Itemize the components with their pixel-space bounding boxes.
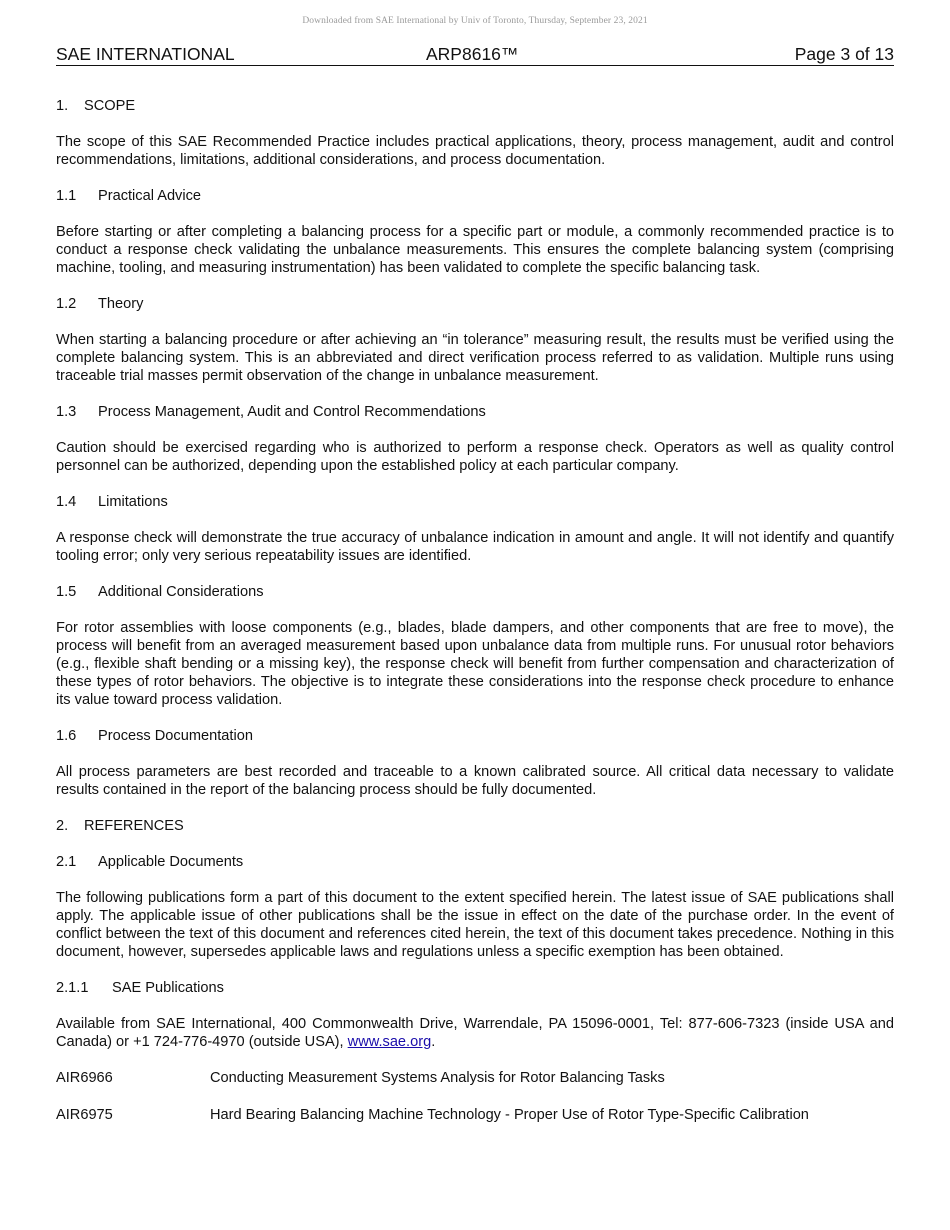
section-heading-process-documentation [56,727,894,745]
section-number: 1. [56,98,69,114]
reference-row [56,1069,894,1087]
practical-advice-paragraph: Before starting or after completing a balancing process for a specific part or module, a commonly recommended practice is to conduct a response check validating the unbalance measurements. This ensures the complete balancing system (comprising machine, tooling, and measuring instrumentation) has been validated to complete the specific balancing task. [56,224,894,276]
section-heading-additional-considerations [56,583,894,601]
reference-title: Conducting Measurement Systems Analysis for Rotor Balancing Tasks [210,1070,665,1086]
sae-publications-end: . [431,1034,436,1050]
theory-paragraph: When starting a balancing procedure or after achieving an “in tolerance” measuring result, the results must be verified using the complete balancing system. This is an abbreviated and direct verification process referred to as validation. Multiple runs using traceable trial masses permit observation of the change in unbalance measurement. [56,332,894,384]
section-title: Process Documentation [98,728,253,744]
sae-website-link[interactable]: www.sae.org [347,1034,432,1050]
section-heading-applicable-documents [56,853,894,871]
section-title: Theory [98,296,144,312]
section-title: Practical Advice [98,188,202,204]
header-page-number: Page 3 of 13 [794,44,894,64]
section-heading-theory [56,295,894,313]
sae-publications-text: Available from SAE International, 400 Commonwealth Drive, Warrendale, PA 15096-0001, Tel: 877-606-7323 (inside USA and Canada) or +1 724-776-4970 (outside USA), [56,1016,894,1050]
section-title: SAE Publications [112,980,224,996]
process-management-paragraph: Caution should be exercised regarding who is authorized to perform a response check. Operators as well as quality control personnel can be authorized, depending upon the established policy at each particular company. [56,440,894,474]
section-number: 1.3 [56,404,77,420]
section-heading-limitations [56,493,894,511]
header-org: SAE INTERNATIONAL [56,44,235,64]
section-number: 1.5 [56,584,77,600]
header-doc-id: ARP8616™ [426,44,519,64]
limitations-paragraph: A response check will demonstrate the true accuracy of unbalance indication in amount and angle. It will not identify and quantify tooling error; only very serious repeatability issues are identified. [56,530,894,564]
section-number: 1.2 [56,296,77,312]
section-number: 2.1.1 [56,980,89,996]
page-header [56,44,894,66]
section-number: 1.4 [56,494,77,510]
reference-row [56,1106,894,1124]
section-title: REFERENCES [84,818,184,834]
reference-code: AIR6966 [56,1070,113,1086]
download-watermark: Downloaded from SAE International by Univ of Toronto, Thursday, September 23, 2021 [302,16,648,26]
scope-paragraph: The scope of this SAE Recommended Practice includes practical applications, theory, process management, audit and control recommendations, limitations, additional considerations, and process documentation. [56,134,894,168]
section-heading-references [56,817,894,835]
document-body [56,97,894,1143]
section-number: 2. [56,818,69,834]
applicable-documents-paragraph: The following publications form a part of this document to the extent specified herein. The latest issue of SAE publications shall apply. The applicable issue of other publications shall be the issue in effect on the date of the purchase order. In the event of conflict between the text of this document and references cited herein, the text of this document takes precedence. Nothing in this document, however, supersedes applicable laws and regulations unless a specific exemption has been obtained. [56,890,894,960]
reference-title: Hard Bearing Balancing Machine Technology - Proper Use of Rotor Type-Specific Calibration [210,1107,809,1123]
section-heading-sae-publications [56,979,894,997]
section-title: Applicable Documents [98,854,244,870]
section-title: Process Management, Audit and Control Recommendations [98,404,486,420]
section-number: 1.6 [56,728,77,744]
section-number: 1.1 [56,188,77,204]
section-title: Limitations [98,494,168,510]
section-title: SCOPE [84,98,136,114]
section-title: Additional Considerations [98,584,264,600]
section-heading-scope [56,97,894,115]
sae-publications-paragraph [56,1015,894,1051]
section-heading-process-management [56,403,894,421]
additional-considerations-paragraph: For rotor assemblies with loose components (e.g., blades, blade dampers, and other components that are free to move), the process will benefit from an averaged measurement based upon unbalance data from multiple runs. For unusual rotor behaviors (e.g., flexible shaft bending or a missing key), the response check will benefit from further compensation and characterization of these types of rotor behaviors. The objective is to integrate these considerations into the response check procedure to enhance its value toward process validation. [56,620,894,708]
section-number: 2.1 [56,854,77,870]
reference-code: AIR6975 [56,1107,113,1123]
process-documentation-paragraph: All process parameters are best recorded and traceable to a known calibrated source. All critical data necessary to validate results contained in the report of the balancing process should be fully documented. [56,764,894,798]
section-heading-practical-advice [56,187,894,205]
